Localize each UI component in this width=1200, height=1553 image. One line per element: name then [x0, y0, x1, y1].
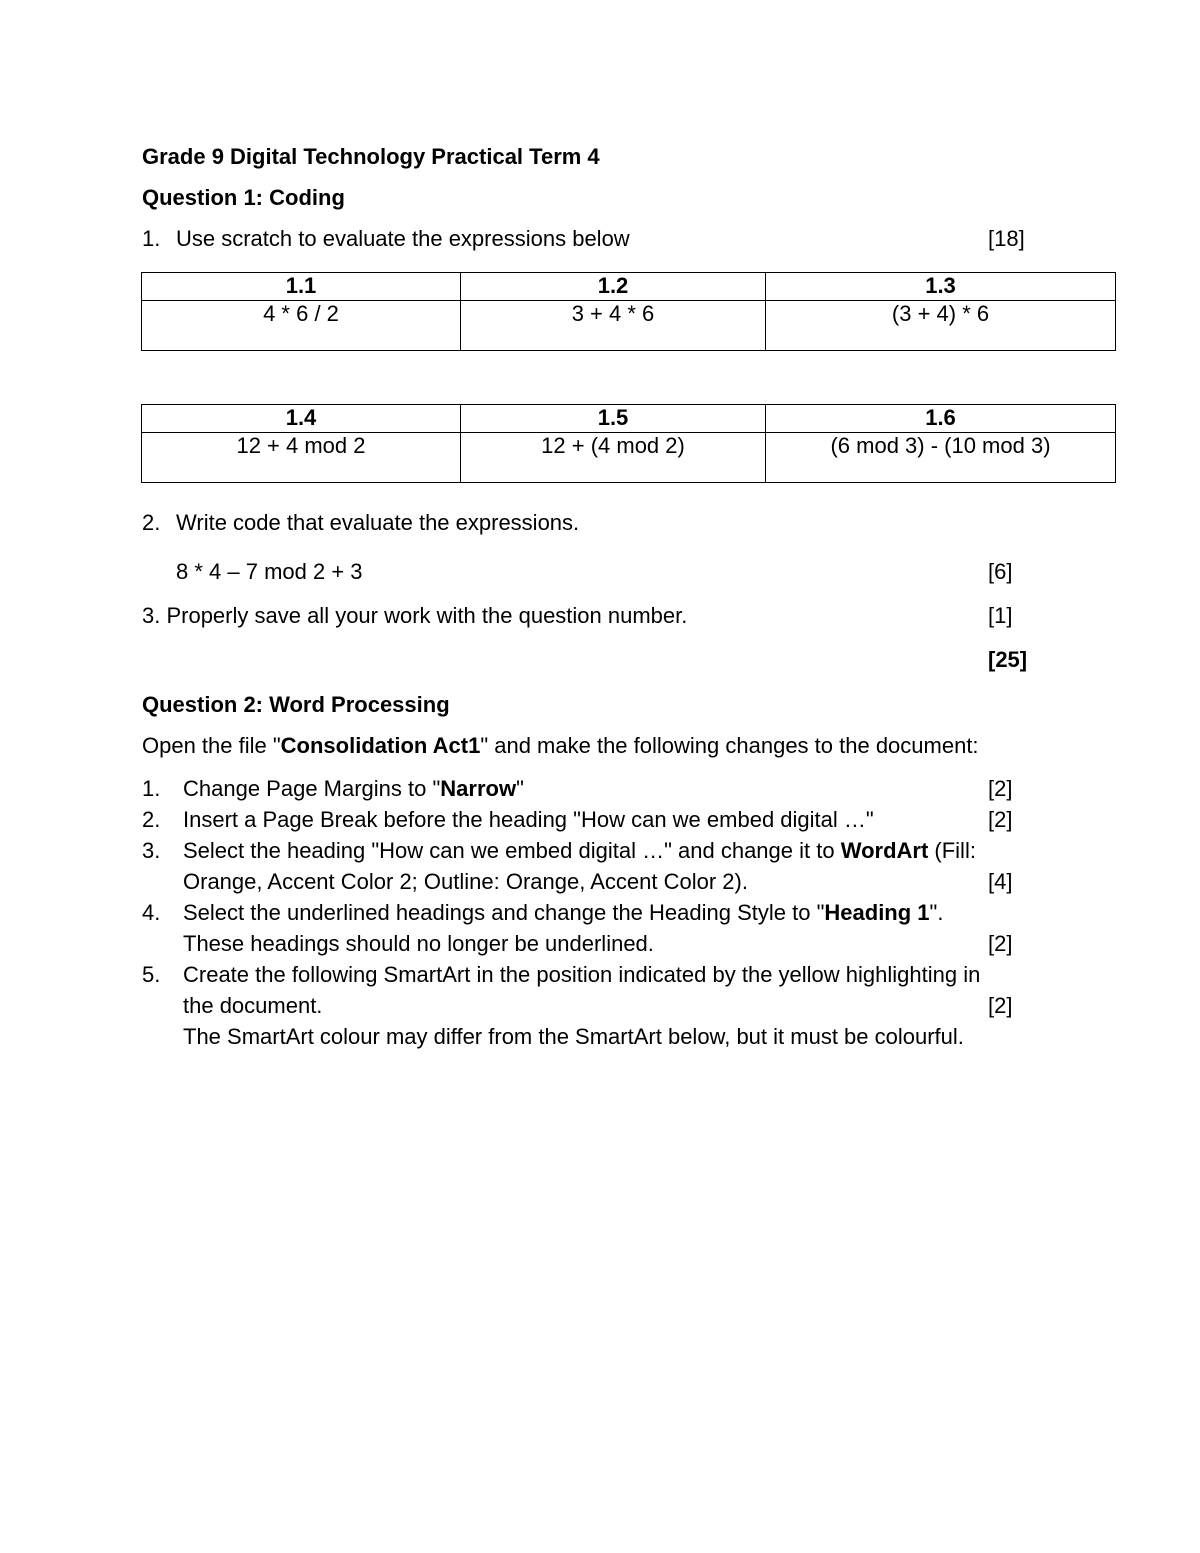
table1-header-1-3: 1.3 [766, 273, 1116, 301]
q2-item5-mark: [2] [988, 993, 1013, 1018]
q2-item1-mark: [2] [988, 776, 1013, 801]
q2-intro-before: Open the file " [142, 733, 281, 758]
q2-item5-line3: The SmartArt colour may differ from the SmartArt below, but it must be colourful. [183, 1024, 964, 1049]
q2-item1-pre: Change Page Margins to " [183, 776, 441, 801]
q2-item3-mark: [4] [988, 869, 1013, 894]
q2-item1-post: " [516, 776, 524, 801]
expressions-table-2 [141, 404, 1116, 483]
q2-item5-number: 5. [142, 962, 161, 987]
q1-total-mark: [25] [988, 647, 1028, 672]
table2-header-1-6: 1.6 [766, 405, 1116, 433]
q2-item3-number: 3. [142, 838, 161, 863]
q1-item1-number: 1. [142, 226, 161, 251]
document-title: Grade 9 Digital Technology Practical Term 4 [142, 144, 600, 169]
q2-item1-number: 1. [142, 776, 161, 801]
q2-item4-number: 4. [142, 900, 161, 925]
q2-item4-bold: Heading 1 [824, 900, 930, 925]
q1-item2-text: Write code that evaluate the expressions. [176, 510, 580, 535]
q1-item2-mark: [6] [988, 559, 1013, 584]
q1-item2-number: 2. [142, 510, 161, 535]
table1-header-1-1: 1.1 [142, 273, 461, 301]
table1-value-1-3: (3 + 4) * 6 [766, 301, 1116, 351]
q2-item2-number: 2. [142, 807, 161, 832]
q2-intro-filename: Consolidation Act1 [280, 733, 481, 758]
table1-value-1-1: 4 * 6 / 2 [142, 301, 461, 351]
q2-item3-bold: WordArt [840, 838, 929, 863]
table2-header-1-4: 1.4 [142, 405, 461, 433]
q2-item4-mark: [2] [988, 931, 1013, 956]
q1-item3-mark: [1] [988, 603, 1013, 628]
q2-item3-text [183, 838, 976, 863]
q2-item4-post: ". [929, 900, 944, 925]
table2-header-1-5: 1.5 [461, 405, 766, 433]
q2-item4-text [183, 900, 943, 925]
q2-item1-bold: Narrow [440, 776, 517, 801]
q2-item3-post: (Fill: [928, 838, 976, 863]
q2-item5-text: Create the following SmartArt in the position indicated by the yellow highlighting in [183, 962, 981, 987]
table2-value-1-4: 12 + 4 mod 2 [142, 433, 461, 483]
table2-value-1-6: (6 mod 3) - (10 mod 3) [766, 433, 1116, 483]
q2-item1-text [183, 776, 524, 801]
table1-value-1-2: 3 + 4 * 6 [461, 301, 766, 351]
q2-item5-line2: the document. [183, 993, 323, 1018]
q2-item2-text: Insert a Page Break before the heading "How can we embed digital …" [183, 807, 874, 832]
question-1-heading: Question 1: Coding [142, 185, 345, 210]
q1-item2-expression: 8 * 4 – 7 mod 2 + 3 [176, 559, 363, 584]
table1-header-1-2: 1.2 [461, 273, 766, 301]
q2-intro [142, 733, 979, 758]
q2-item4-line2: These headings should no longer be underlined. [183, 931, 654, 956]
q2-item3-line2: Orange, Accent Color 2; Outline: Orange, Accent Color 2). [183, 869, 748, 894]
q2-intro-after: " and make the following changes to the document: [480, 733, 979, 758]
q2-item2-mark: [2] [988, 807, 1013, 832]
q1-item3-text: 3. Properly save all your work with the question number. [142, 603, 688, 628]
question-2-heading: Question 2: Word Processing [142, 692, 450, 717]
q2-item3-pre: Select the heading "How can we embed digital …" and change it to [183, 838, 841, 863]
table2-value-1-5: 12 + (4 mod 2) [461, 433, 766, 483]
expressions-table-1 [141, 272, 1116, 351]
q2-item4-pre: Select the underlined headings and change the Heading Style to " [183, 900, 825, 925]
q1-item1-text: Use scratch to evaluate the expressions below [176, 226, 630, 251]
q1-item1-mark: [18] [988, 226, 1025, 251]
